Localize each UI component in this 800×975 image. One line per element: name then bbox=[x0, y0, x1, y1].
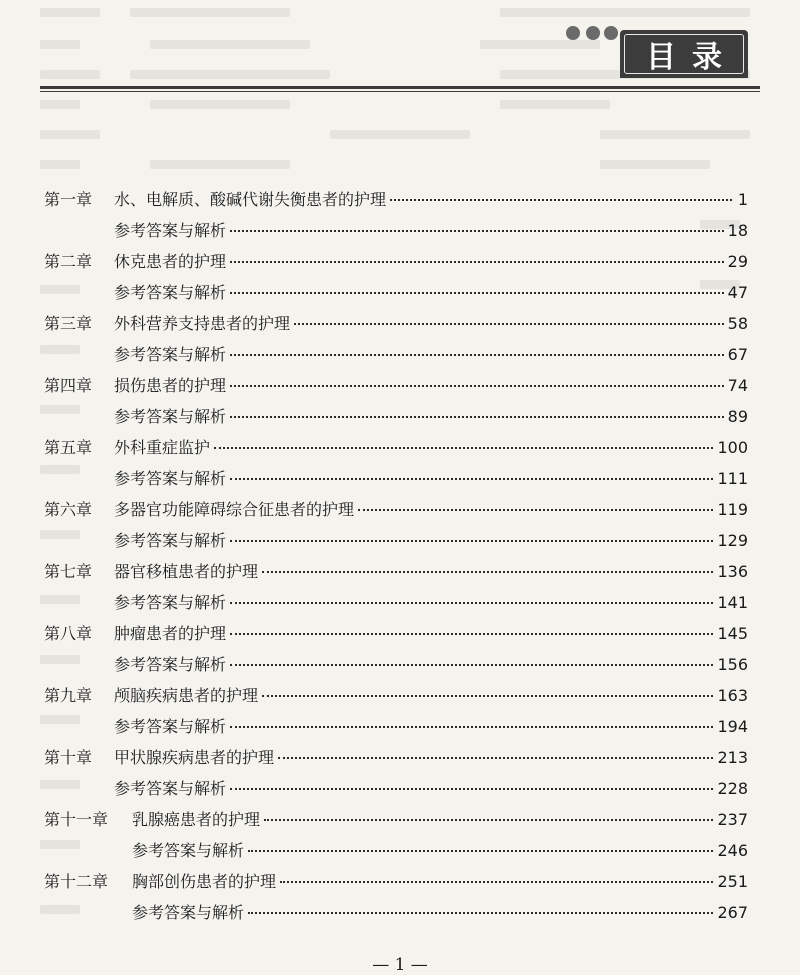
answers-title: 参考答案与解析 bbox=[132, 841, 245, 860]
chapter-number: 第五章 bbox=[44, 438, 93, 457]
answers-title: 参考答案与解析 bbox=[114, 655, 227, 674]
answers-page-number: 18 bbox=[727, 221, 748, 240]
dot-leader bbox=[248, 850, 713, 852]
answers-page-number: 246 bbox=[717, 841, 748, 860]
chapter-number: 第七章 bbox=[44, 562, 93, 581]
toc-chapter-row[interactable] bbox=[44, 618, 748, 649]
answers-page-number: 111 bbox=[717, 469, 748, 488]
answers-page-number: 89 bbox=[727, 407, 748, 426]
dot-leader bbox=[390, 199, 732, 201]
chapter-number: 第九章 bbox=[44, 686, 93, 705]
toc-chapter-row[interactable] bbox=[44, 804, 748, 835]
answers-page-number: 67 bbox=[727, 345, 748, 364]
answers-page-number: 194 bbox=[717, 717, 748, 736]
answers-title: 参考答案与解析 bbox=[114, 531, 227, 550]
chapter-page-number: 237 bbox=[717, 810, 748, 829]
dot-leader bbox=[358, 509, 713, 511]
dot-leader bbox=[230, 354, 724, 356]
dot-leader bbox=[278, 757, 713, 759]
toc-answers-row[interactable] bbox=[44, 215, 748, 246]
dot-leader bbox=[230, 788, 713, 790]
chapter-page-number: 163 bbox=[717, 686, 748, 705]
answers-title: 参考答案与解析 bbox=[114, 221, 227, 240]
toc-answers-row[interactable] bbox=[44, 649, 748, 680]
toc-answers-row[interactable] bbox=[44, 401, 748, 432]
header-rule-thin bbox=[40, 91, 760, 92]
chapter-number: 第二章 bbox=[44, 252, 93, 271]
answers-page-number: 141 bbox=[717, 593, 748, 612]
dot-leader bbox=[230, 292, 724, 294]
answers-title: 参考答案与解析 bbox=[114, 717, 227, 736]
chapter-title: 休克患者的护理 bbox=[114, 252, 227, 271]
chapter-page-number: 119 bbox=[717, 500, 748, 519]
chapter-title: 外科重症监护 bbox=[114, 438, 211, 457]
toc-answers-row[interactable] bbox=[44, 587, 748, 618]
dot-leader bbox=[230, 478, 713, 480]
chapter-title: 外科营养支持患者的护理 bbox=[114, 314, 291, 333]
answers-page-number: 267 bbox=[717, 903, 748, 922]
toc-chapter-row[interactable] bbox=[44, 494, 748, 525]
toc-chapter-row[interactable] bbox=[44, 556, 748, 587]
toc-chapter-row[interactable] bbox=[44, 308, 748, 339]
dot-leader bbox=[230, 230, 724, 232]
chapter-number: 第三章 bbox=[44, 314, 93, 333]
toc-answers-row[interactable] bbox=[44, 525, 748, 556]
header-rule bbox=[40, 86, 760, 89]
page-title: 目录 bbox=[646, 40, 738, 75]
toc-answers-row[interactable] bbox=[44, 339, 748, 370]
toc-chapter-row[interactable] bbox=[44, 432, 748, 463]
chapter-page-number: 213 bbox=[717, 748, 748, 767]
chapter-title: 水、电解质、酸碱代谢失衡患者的护理 bbox=[114, 190, 387, 209]
table-of-contents bbox=[44, 184, 748, 928]
answers-title: 参考答案与解析 bbox=[114, 779, 227, 798]
page-number: — 1 — bbox=[372, 955, 428, 975]
dot-leader bbox=[262, 695, 713, 697]
dot-leader bbox=[230, 261, 724, 263]
answers-page-number: 47 bbox=[727, 283, 748, 302]
toc-answers-row[interactable] bbox=[44, 773, 748, 804]
dot-leader bbox=[264, 819, 713, 821]
dot-leader bbox=[230, 633, 713, 635]
chapter-number: 第六章 bbox=[44, 500, 93, 519]
chapter-number: 第十章 bbox=[44, 748, 93, 767]
toc-chapter-row[interactable] bbox=[44, 742, 748, 773]
toc-chapter-row[interactable] bbox=[44, 680, 748, 711]
answers-title: 参考答案与解析 bbox=[114, 283, 227, 302]
toc-answers-row[interactable] bbox=[44, 277, 748, 308]
chapter-number: 第四章 bbox=[44, 376, 93, 395]
answers-title: 参考答案与解析 bbox=[114, 593, 227, 612]
chapter-title: 甲状腺疾病患者的护理 bbox=[114, 748, 275, 767]
dot-leader bbox=[230, 416, 724, 418]
dot-leader bbox=[230, 664, 713, 666]
chapter-number: 第十一章 bbox=[44, 810, 109, 829]
answers-page-number: 129 bbox=[717, 531, 748, 550]
answers-title: 参考答案与解析 bbox=[132, 903, 245, 922]
chapter-page-number: 29 bbox=[727, 252, 748, 271]
toc-chapter-row[interactable] bbox=[44, 370, 748, 401]
toc-answers-row[interactable] bbox=[44, 463, 748, 494]
chapter-number: 第八章 bbox=[44, 624, 93, 643]
answers-page-number: 228 bbox=[717, 779, 748, 798]
toc-chapter-row[interactable] bbox=[44, 184, 748, 215]
toc-chapter-row[interactable] bbox=[44, 866, 748, 897]
answers-title: 参考答案与解析 bbox=[114, 345, 227, 364]
chapter-title: 器官移植患者的护理 bbox=[114, 562, 259, 581]
chapter-title: 乳腺癌患者的护理 bbox=[132, 810, 261, 829]
dot-leader bbox=[248, 912, 713, 914]
chapter-number: 第十二章 bbox=[44, 872, 109, 891]
dot-leader bbox=[230, 726, 713, 728]
chapter-page-number: 251 bbox=[717, 872, 748, 891]
chapter-title: 胸部创伤患者的护理 bbox=[132, 872, 277, 891]
chapter-title: 多器官功能障碍综合征患者的护理 bbox=[114, 500, 355, 519]
answers-title: 参考答案与解析 bbox=[114, 469, 227, 488]
chapter-page-number: 74 bbox=[727, 376, 748, 395]
chapter-number: 第一章 bbox=[44, 190, 93, 209]
chapter-title: 颅脑疾病患者的护理 bbox=[114, 686, 259, 705]
toc-chapter-row[interactable] bbox=[44, 246, 748, 277]
answers-page-number: 156 bbox=[717, 655, 748, 674]
chapter-page-number: 58 bbox=[727, 314, 748, 333]
chapter-page-number: 145 bbox=[717, 624, 748, 643]
dot-leader bbox=[230, 540, 713, 542]
decorative-dot-icon bbox=[566, 26, 580, 40]
toc-answers-row[interactable] bbox=[44, 835, 748, 866]
chapter-page-number: 136 bbox=[717, 562, 748, 581]
dot-leader bbox=[214, 447, 713, 449]
dot-leader bbox=[280, 881, 713, 883]
dot-leader bbox=[294, 323, 724, 325]
chapter-page-number: 1 bbox=[737, 190, 748, 209]
chapter-title: 肿瘤患者的护理 bbox=[114, 624, 227, 643]
decorative-dot-icon bbox=[604, 26, 618, 40]
chapter-page-number: 100 bbox=[717, 438, 748, 457]
decorative-dot-icon bbox=[586, 26, 600, 40]
toc-answers-row[interactable] bbox=[44, 897, 748, 928]
toc-answers-row[interactable] bbox=[44, 711, 748, 742]
answers-title: 参考答案与解析 bbox=[114, 407, 227, 426]
dot-leader bbox=[262, 571, 713, 573]
dot-leader bbox=[230, 385, 724, 387]
dot-leader bbox=[230, 602, 713, 604]
chapter-title: 损伤患者的护理 bbox=[114, 376, 227, 395]
